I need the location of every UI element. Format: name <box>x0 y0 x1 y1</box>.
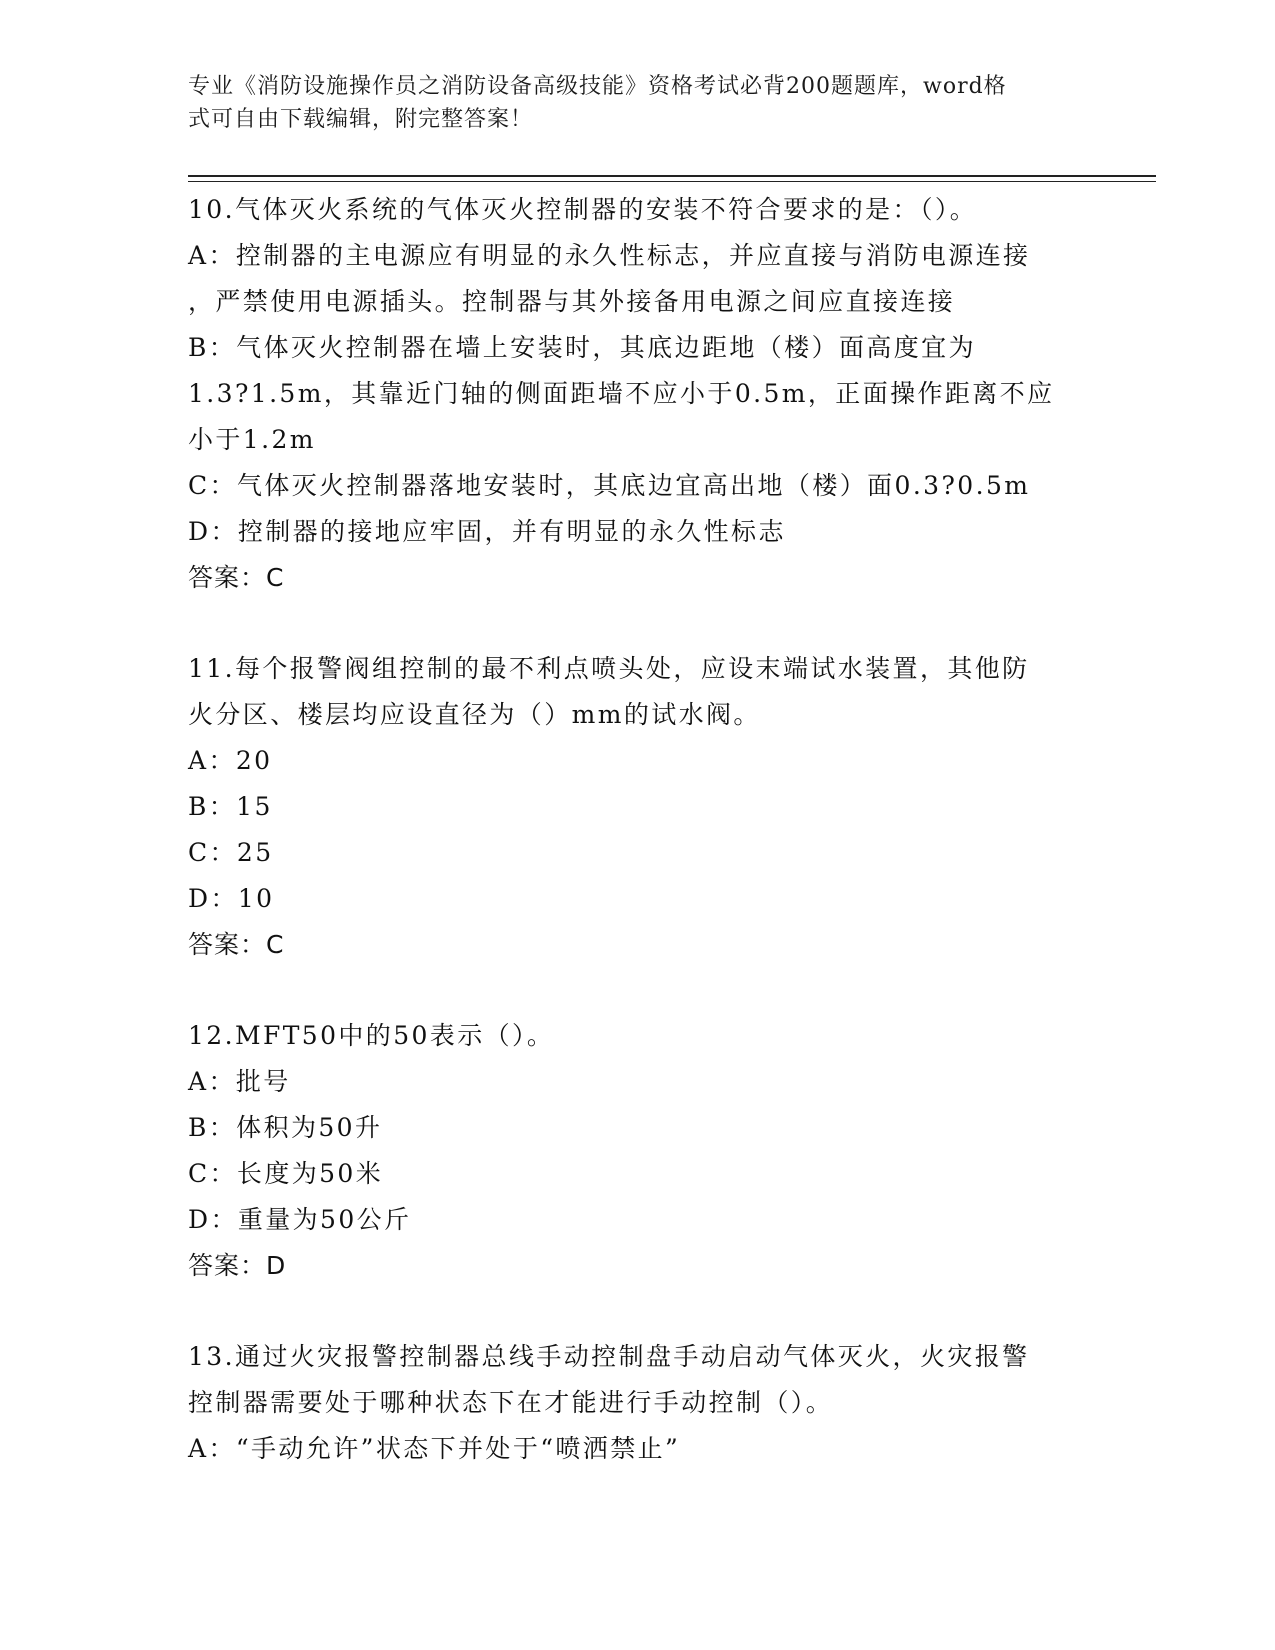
header-line-2: 式可自由下载编辑，附完整答案！ <box>188 107 534 132</box>
option-b-line: B：气体灭火控制器在墙上安装时，其底边距地（楼）面高度宜为 <box>188 333 976 362</box>
option-c-line: C：25 <box>188 838 274 867</box>
question-stem: 10.气体灭火系统的气体灭火控制器的安装不符合要求的是：（）。 <box>188 195 978 224</box>
question-block <box>188 1013 1088 1289</box>
question-stem: 控制器需要处于哪种状态下在才能进行手动控制（）。 <box>188 1388 834 1417</box>
question-list <box>188 187 1088 1472</box>
option-d-line: D：控制器的接地应牢固，并有明显的永久性标志 <box>188 517 786 546</box>
header-divider-thin <box>188 181 1156 182</box>
option-b-line: 小于1.2m <box>188 425 316 454</box>
option-d-line: D：10 <box>188 884 275 913</box>
question-stem: 12.MFT50中的50表示（）。 <box>188 1021 555 1050</box>
option-a-line: A：20 <box>188 746 273 775</box>
question-block <box>188 187 1088 601</box>
option-b-line: B：体积为50升 <box>188 1113 383 1142</box>
question-block <box>188 1334 1088 1472</box>
option-d-line: D：重量为50公斤 <box>188 1205 412 1234</box>
answer-label: 答案：C <box>188 930 285 959</box>
question-stem: 火分区、楼层均应设直径为（）mm的试水阀。 <box>188 700 761 729</box>
answer-label: 答案：D <box>188 1251 287 1280</box>
question-stem: 11.每个报警阀组控制的最不利点喷头处，应设末端试水装置，其他防 <box>188 654 1030 683</box>
option-b-line: B：15 <box>188 792 273 821</box>
option-c-line: C：气体灭火控制器落地安装时，其底边宜高出地（楼）面0.3?0.5m <box>188 471 1031 500</box>
option-a-line: A：“手动允许”状态下并处于“喷洒禁止” <box>188 1434 681 1463</box>
option-a-line: A：批号 <box>188 1067 291 1096</box>
option-a-line: A：控制器的主电源应有明显的永久性标志，并应直接与消防电源连接 <box>188 241 1031 270</box>
option-b-line: 1.3?1.5m，其靠近门轴的侧面距墙不应小于0.5m，正面操作距离不应 <box>188 379 1055 408</box>
header-divider-thick <box>188 175 1156 177</box>
question-stem: 13.通过火灾报警控制器总线手动控制盘手动启动气体灭火，火灾报警 <box>188 1342 1030 1371</box>
header-line-1: 专业《消防设施操作员之消防设备高级技能》资格考试必背200题题库，word格 <box>188 74 1007 99</box>
document-header <box>188 70 1068 136</box>
option-a-line: ，严禁使用电源插头。控制器与其外接备用电源之间应直接连接 <box>188 287 956 316</box>
option-c-line: C：长度为50米 <box>188 1159 384 1188</box>
question-block <box>188 646 1088 968</box>
answer-label: 答案：C <box>188 563 285 592</box>
